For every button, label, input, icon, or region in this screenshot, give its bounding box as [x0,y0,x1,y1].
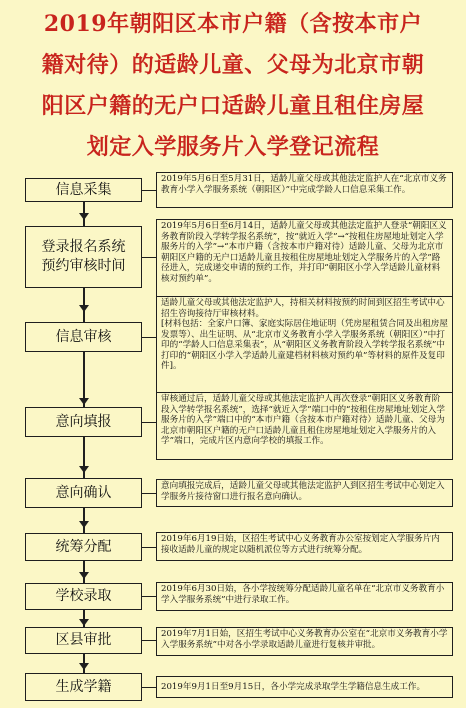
step-overall-allocation [25,533,142,561]
title-line: 阳区户籍的无户口适龄儿童且租住房屋 [41,93,425,119]
step-description-text: 2019年5月6日至5月31日，适龄儿童父母或其他法定监护人在“北京市义务教育小学入学服务系统（朝阳区）”中完成学龄人口信息采集工作。 [161,174,447,195]
step-connector [142,337,156,338]
step-district-approval [25,627,142,654]
flow-arrow-icon [79,305,89,312]
step-description-text: 2019年5月6日至6月14日，适龄儿童父母或其他法定监护人登录“朝阳区义务教育阶段入学转学报名系统”，按“就近入学”→“按租住房屋地址划定入学服务片的入学”→“本市户籍（含按本市户籍对待）适龄儿童、父母为北京市朝阳区户籍的无户口适龄儿童且按租住房屋地址划定入学服务片的入学”路径进入，完成递交申请的预约工作，并打印“朝阳区小学入学适龄儿童材料核对预约单”。 [161,221,447,284]
step-description [156,582,453,611]
flowchart-title [0,0,466,170]
step-description-text: 2019年9月1日至9月15日，各小学完成录取学生学籍信息生成工作。 [161,681,426,692]
step-description [156,627,453,656]
step-description [156,296,453,393]
step-label: 登录报名系统预约审核时间 [41,239,126,274]
flow-arrow-icon [79,213,89,220]
step-label: 学校录取 [55,588,112,604]
flow-arrow-icon [79,572,89,579]
flow-arrow-icon [79,663,89,670]
step-login-register [25,226,142,288]
step-connector [142,493,156,494]
step-description [156,676,453,698]
step-label: 统筹分配 [55,538,112,555]
step-label: 生成学籍 [55,678,112,695]
step-description-text: 审核通过后，适龄儿童父母或其他法定监护人再次登录“朝阳区义务教育阶段入学转学报名系统”，选择“就近入学”端口中的“按租住房屋地址划定入学服务片的入学”端口中的“本市户籍（含按本市户籍对待）适龄儿童、父母为北京市朝阳区户籍的无户口适龄儿童且租住房屋地址划定入学服务片的入学”端口，完成片区内意向学校的填报工作。 [161,394,445,446]
step-label: 意向确认 [55,484,112,501]
step-description [156,172,453,208]
flow-arrow-icon [79,521,89,528]
step-connector [142,547,156,548]
step-description-text: 适龄儿童父母或其他法定监护人，持相关材料按预约时间到区招生考试中心招生咨询接待厅审核材料。 [161,298,445,319]
step-school-admission [25,583,142,610]
step-info-collection [25,178,142,202]
step-intention-filling [25,407,142,437]
step-label: 信息审核 [55,328,112,345]
flow-arrow-icon [79,619,89,626]
step-description [156,392,453,460]
step-description-text: 2019年7月1日始，区招生考试中心义务教育办公室在“北京市义务教育小学入学服务系统”中对各小学录取适龄儿童进行复核并审批。 [161,629,448,650]
step-connector [142,257,156,258]
step-label: 意向填报 [55,413,112,430]
step-description-text: 意向填报完成后，适龄儿童父母或其他法定监护人到区招生考试中心划定入学服务片接待窗口进行报名意向确认。 [161,481,445,502]
step-description [156,532,453,561]
title-line: 2019年朝阳区本市户籍（含按本市户 [43,11,423,37]
step-connector [142,596,156,597]
step-label: 信息采集 [55,181,112,198]
title-line: 籍对待）的适龄儿童、父母为北京市朝 [41,52,425,78]
step-description-text: [材料包括：全家户口簿、家庭实际居住地证明（凭房屋租赁合同及出租房屋发票等）、出生证明、从“北京市义务教育小学入学服务系统（朝阳区）”中打印的“学龄人口信息采集表”，从“朝阳区义务教育阶段入学转学报名系统”中打印的“朝阳区小学入学适龄儿童建档材料核对预约单”等材料的原件及复印件]。 [161,319,448,371]
step-description [156,219,453,297]
step-connector [142,687,156,688]
step-description-text: 2019年6月30日始，各小学按统筹分配适龄儿童名单在“北京市义务教育小学入学服务系统”中进行录取工作。 [161,584,445,605]
step-info-review [25,322,142,352]
step-connector [142,422,156,423]
flow-arrow-icon [79,466,89,473]
step-connector [142,190,156,191]
step-description [156,479,453,507]
flow-arrow-icon [79,398,89,405]
step-intention-confirm [25,478,142,508]
step-generate-student-record [25,673,142,701]
step-label: 区县审批 [55,632,112,648]
title-line: 划定入学服务片入学登记流程 [86,134,380,160]
step-connector [142,640,156,641]
step-description-text: 2019年6月19日始，区招生考试中心义务教育办公室按划定入学服务片内接收适龄儿童的规定以随机派位等方式进行统筹分配。 [161,534,440,555]
